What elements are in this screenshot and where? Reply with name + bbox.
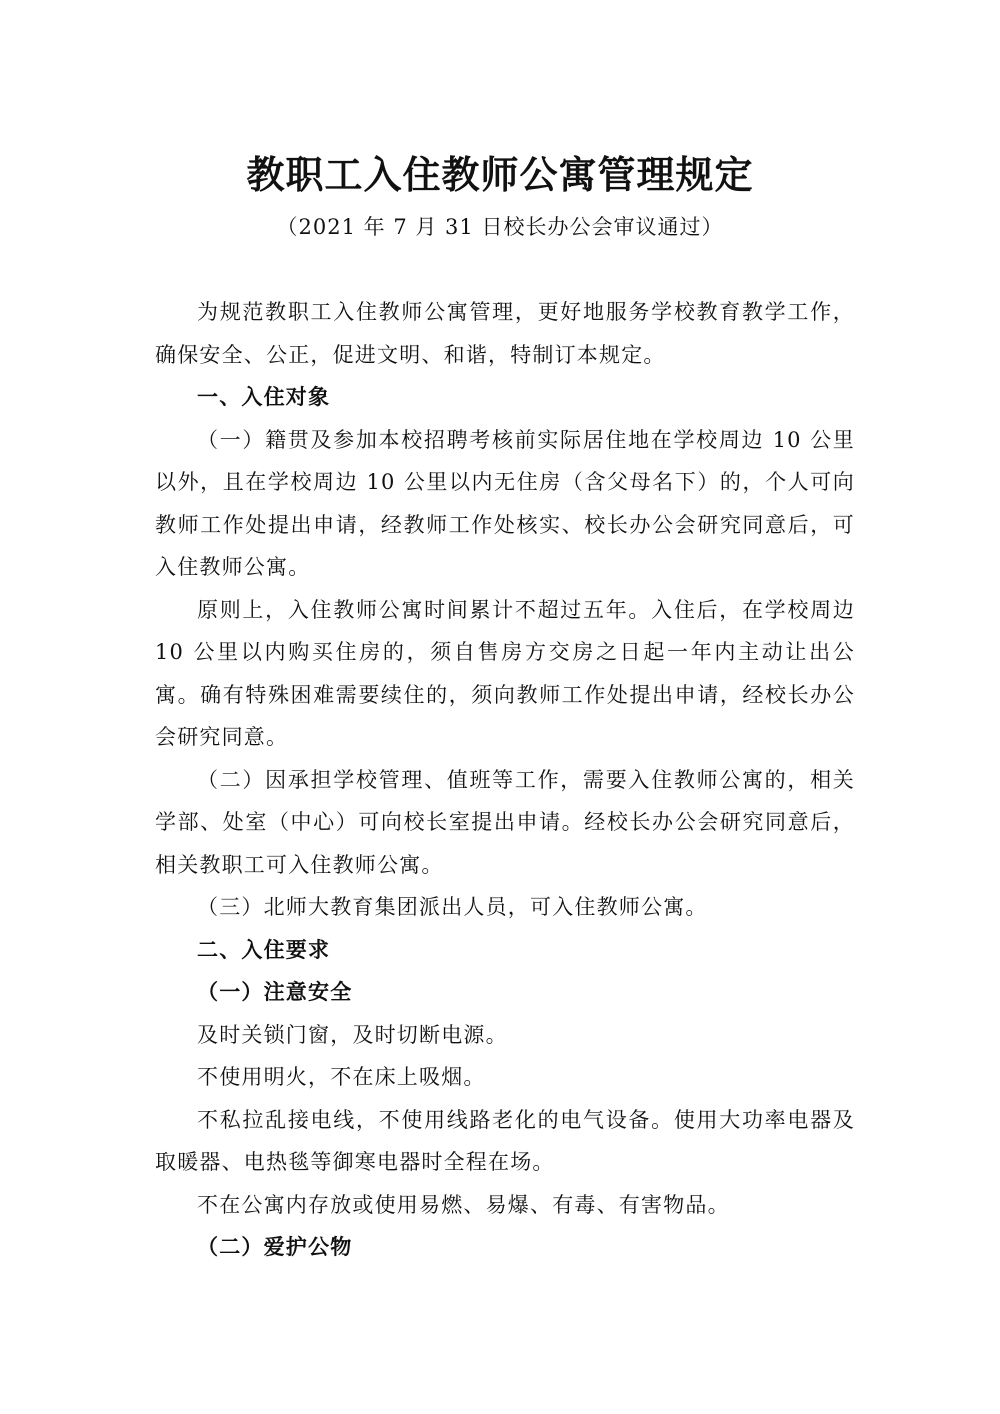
body-paragraph: 不在公寓内存放或使用易燃、易爆、有毒、有害物品。 <box>197 1192 730 1217</box>
body-paragraph: （一）籍贯及参加本校招聘考核前实际居住地在学校周边 10 公里以外，且在学校周边 10 公里以内无住房（含父母名下）的，个人可向教师工作处提出申请，经教师工作处核实、校长办公会研究同意后，可入住教师公寓。 <box>155 427 855 579</box>
document-title: 教职工入住教师公寓管理规定 <box>246 153 754 197</box>
subsection-heading: （二）爱护公物 <box>197 1234 353 1259</box>
document-body <box>155 291 855 1269</box>
body-paragraph: 及时关锁门窗，及时切断电源。 <box>197 1022 508 1047</box>
document-subtitle: （2021 年 7 月 31 日校长办公会审议通过） <box>276 215 724 239</box>
body-paragraph: （三）北师大教育集团派出人员，可入住教师公寓。 <box>197 895 708 919</box>
section-heading: 一、入住对象 <box>197 385 331 409</box>
body-paragraph: （二）因承担学校管理、值班等工作，需要入住教师公寓的，相关学部、处室（中心）可向校长室提出申请。经校长办公会研究同意后，相关教职工可入住教师公寓。 <box>155 767 855 877</box>
subsection-heading: （一）注意安全 <box>197 979 353 1004</box>
body-paragraph: 不私拉乱接电线，不使用线路老化的电气设备。使用大功率电器及取暖器、电热毯等御寒电器时全程在场。 <box>155 1107 855 1174</box>
body-paragraph: 原则上，入住教师公寓时间累计不超过五年。入住后，在学校周边 10 公里以内购买住房的，须自售房方交房之日起一年内主动让出公寓。确有特殊困难需要续住的，须向教师工作处提出申请，经校长办公会研究同意。 <box>155 597 855 749</box>
intro-paragraph: 为规范教职工入住教师公寓管理，更好地服务学校教育教学工作，确保安全、公正，促进文明、和谐，特制订本规定。 <box>155 300 855 367</box>
section-heading: 二、入住要求 <box>197 937 331 962</box>
body-paragraph: 不使用明火，不在床上吸烟。 <box>197 1065 486 1089</box>
